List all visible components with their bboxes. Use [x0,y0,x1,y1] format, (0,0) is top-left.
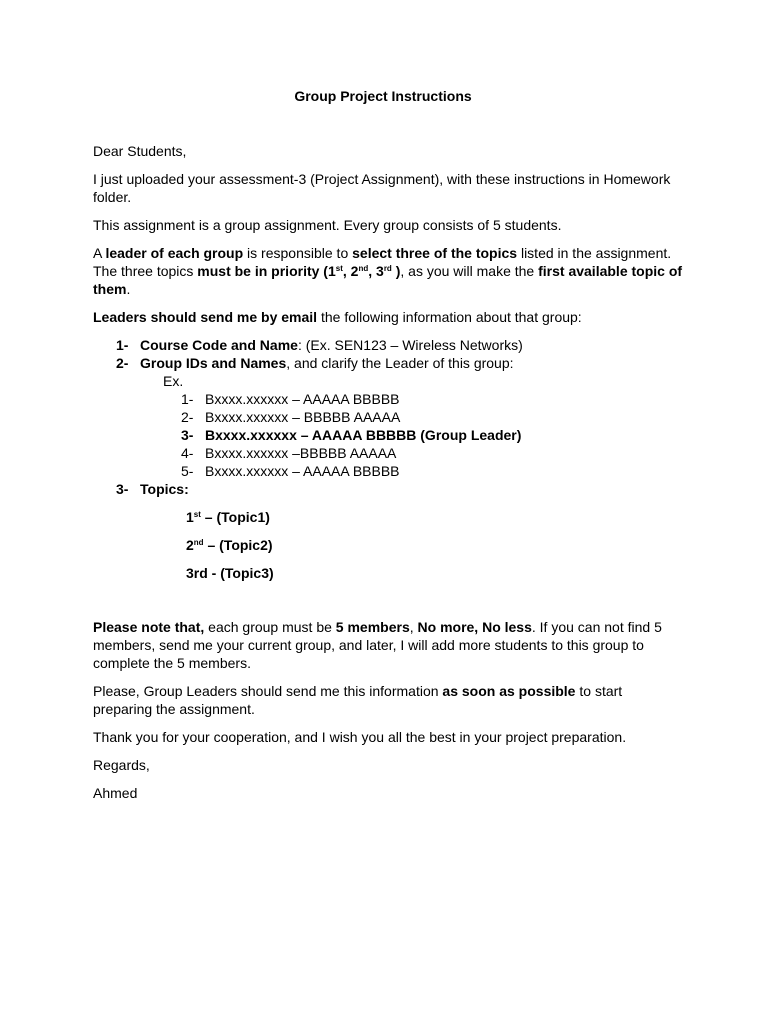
list-item-topics: 3- Topics: [116,481,189,497]
member-item-leader: 3- Bxxxx.xxxxxx – AAAAA BBBBB (Group Leader) [181,427,522,443]
info-list [116,336,683,498]
paragraph-group-assignment: This assignment is a group assignment. Every group consists of 5 students. [93,217,562,233]
topic-item-3: 3rd - (Topic3) [186,565,274,581]
paragraph-send-email: Leaders should send me by email the following information about that group: [93,309,582,325]
member-item: 1- Bxxxx.xxxxxx – AAAAA BBBBB [181,391,400,407]
list-item-group-ids: 2- Group IDs and Names, and clarify the Leader of this group: [116,355,514,371]
member-item: 2- Bxxxx.xxxxxx – BBBBB AAAAA [181,409,401,425]
signature: Ahmed [93,785,138,801]
paragraph-note: Please note that, each group must be 5 members, No more, No less. If you can not find 5 members, send me your current group, and later, I will add more students to this group to complete the 5 members. [93,619,662,671]
member-list [181,390,683,480]
example-label: Ex. [163,373,184,389]
topics-list [186,508,683,582]
paragraph-leader-topics: A leader of each group is responsible to select three of the topics listed in the assignment. The three topics must be in priority (1st, 2nd, 3rd ), as you will make the first available topic of them. [93,245,683,297]
topic-item-1: 1st – (Topic1) [186,509,270,525]
topic-item-2: 2nd – (Topic2) [186,537,273,553]
document-title: Group Project Instructions [294,88,472,104]
paragraph-asap: Please, Group Leaders should send me this information as soon as possible to start preparing the assignment. [93,683,623,717]
member-item: 5- Bxxxx.xxxxxx – AAAAA BBBBB [181,463,400,479]
greeting: Dear Students, [93,143,187,159]
paragraph-thanks: Thank you for your cooperation, and I wish you all the best in your project preparation. [93,729,627,745]
list-item-course: 1- Course Code and Name: (Ex. SEN123 – Wireless Networks) [116,337,523,353]
paragraph-upload: I just uploaded your assessment-3 (Project Assignment), with these instructions in Homework folder. [93,171,671,205]
member-item: 4- Bxxxx.xxxxxx –BBBBB AAAAA [181,445,397,461]
closing: Regards, [93,757,150,773]
document-body [93,87,683,812]
